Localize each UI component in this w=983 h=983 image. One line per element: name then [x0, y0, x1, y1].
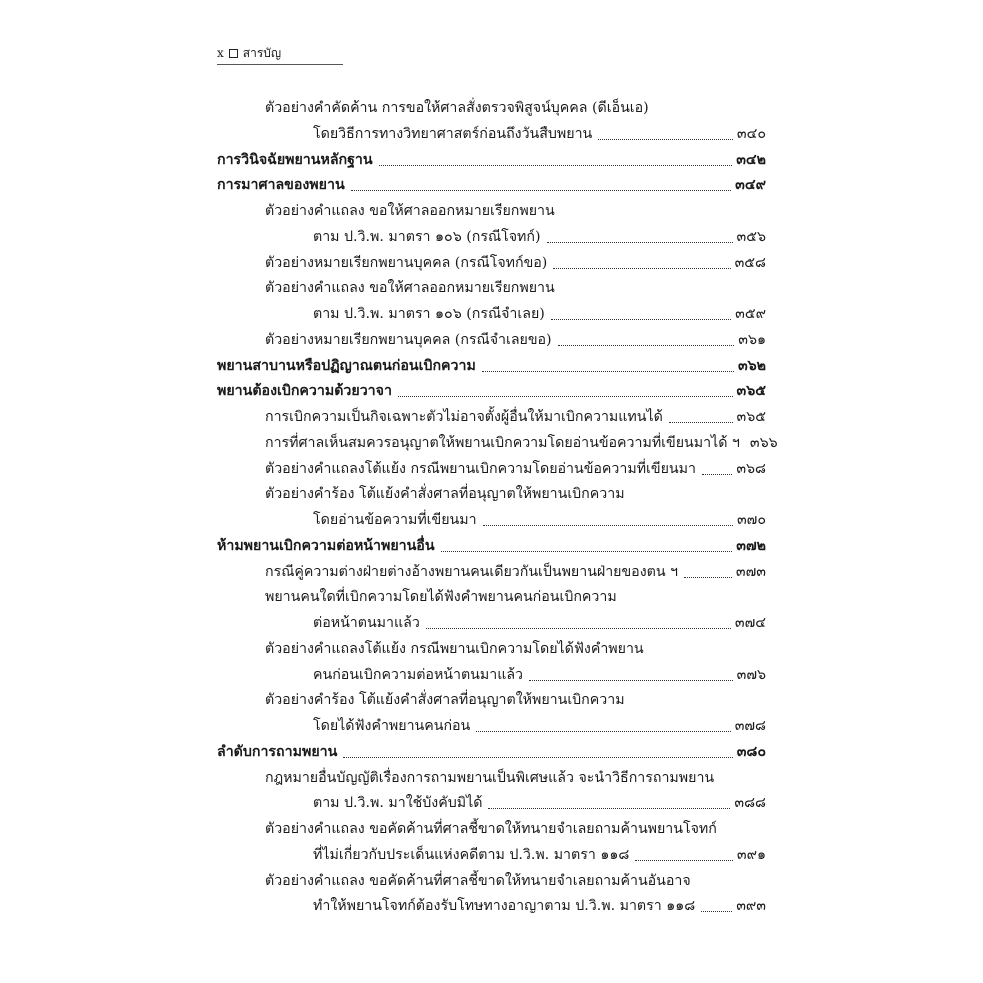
toc-entry: [265, 815, 766, 839]
toc-entry: [313, 223, 766, 247]
toc-entry: [265, 274, 766, 298]
toc-entry-title: ตัวอย่างหมายเรียกพยานบุคคล (กรณีโจทก์ขอ): [265, 254, 548, 271]
toc-entry-title: ตัวอย่างคำแถลง ขอคัดค้านที่ศาลชี้ขาดให้ทนายจำเลยถามค้านอันอาจ: [265, 872, 691, 889]
toc-entry-page: ๓๗๔: [734, 615, 766, 631]
toc-entry: [265, 867, 766, 891]
toc-entry-title: โดยอ่านข้อความที่เขียนมา: [313, 512, 477, 528]
toc-entry-page: ๓๗๒: [736, 537, 766, 554]
toc-entry: [313, 712, 766, 736]
toc-entry-page: ๓๕๘: [734, 254, 766, 271]
dot-leader: [483, 525, 733, 526]
toc-entry: [313, 789, 766, 813]
toc-entry-title: การวินิจฉัยพยานหลักฐาน: [217, 151, 373, 168]
toc-entry-page: ๓๘๘: [734, 795, 766, 812]
dot-leader: [553, 268, 730, 269]
toc-entry-title: ตัวอย่างคำแถลงโต้แย้ง กรณีพยานเบิกความโดยได้ฟังคำพยาน: [265, 640, 644, 657]
toc-entry-title: กรณีคู่ความต่างฝ่ายต่างอ้างพยานคนเดียวกันเป็นพยานฝ่ายของตน ฯ: [265, 563, 679, 580]
toc-entry: [265, 455, 766, 479]
toc-entry-title: ห้ามพยานเบิกความต่อหน้าพยานอื่น: [217, 537, 435, 554]
toc-entry-page: ๓๖๒: [737, 357, 766, 374]
toc-entry-title: ตาม ป.วิ.พ. มาตรา ๑๐๖ (กรณีจำเลย): [313, 306, 545, 322]
toc-entry: [217, 377, 766, 401]
toc-entry-page: ๓๗๘: [734, 718, 766, 734]
toc-entry-page: ๓๗๐: [736, 512, 766, 528]
toc-entry-title: ตัวอย่างคำแถลง ขอให้ศาลออกหมายเรียกพยาน: [265, 280, 555, 297]
toc-entry-page: ๓๖๕: [736, 383, 766, 400]
toc-entry-title: โดยได้ฟังคำพยานคนก่อน: [313, 718, 471, 734]
toc-entry-title: คนก่อนเบิกความต่อหน้าตนมาแล้ว: [313, 666, 524, 683]
dot-leader: [702, 474, 732, 475]
dot-leader: [547, 242, 733, 243]
toc-entry-title: พยานสาบานหรือปฏิญาณตนก่อนเบิกความ: [217, 357, 476, 374]
toc-entry: [313, 120, 766, 144]
toc-entry: [265, 558, 766, 582]
toc-entry: [217, 352, 766, 376]
toc-entry-page: ๓๔๙: [735, 177, 766, 194]
toc-entry-title: พยานต้องเบิกความด้วยวาจา: [217, 383, 392, 400]
toc-entry: [313, 841, 766, 865]
toc-entry: [217, 532, 766, 556]
dot-leader: [482, 371, 734, 372]
toc-entry: [265, 764, 766, 788]
toc-entry: [265, 429, 778, 453]
toc-entry: [217, 146, 766, 170]
dot-leader: [598, 139, 733, 140]
toc-entry-title: ทำให้พยานโจทก์ต้องรับโทษทางอาญาตาม ป.วิ.พ. มาตรา ๑๑๘: [313, 898, 696, 915]
toc-entry: [313, 300, 766, 324]
toc-entry-title: ตัวอย่างคำแถลงโต้แย้ง กรณีพยานเบิกความโดยอ่านข้อความที่เขียนมา: [265, 460, 696, 477]
toc-entry-page: ๓๖๘: [736, 460, 766, 477]
toc-entry: [313, 661, 766, 685]
toc-entry-page: ๓๕๖: [736, 228, 766, 245]
dot-leader: [551, 319, 731, 320]
toc-entry-page: ๓๙๑: [736, 846, 766, 863]
toc-entry-title: การที่ศาลเห็นสมควรอนุญาตให้พยานเบิกความโดยอ่านข้อความที่เขียนมาได้ ฯ: [265, 434, 740, 451]
toc-entry-title: ตัวอย่างคำร้อง โต้แย้งคำสั่งศาลที่อนุญาตให้พยานเบิกความ: [265, 692, 625, 709]
dot-leader: [351, 190, 732, 191]
toc-entry-title: ตัวอย่างคำร้อง โต้แย้งคำสั่งศาลที่อนุญาตให้พยานเบิกความ: [265, 486, 625, 503]
toc-entry-title: ตัวอย่างคำคัดค้าน การขอให้ศาลสั่งตรวจพิสูจน์บุคคล (ดีเอ็นเอ): [265, 100, 649, 116]
dot-leader: [669, 422, 733, 423]
toc-entry-title: ตัวอย่างคำแถลง ขอให้ศาลออกหมายเรียกพยาน: [265, 203, 555, 219]
toc-entry-page: ๓๕๙: [735, 306, 766, 322]
dot-leader: [426, 628, 731, 629]
toc-entry: [265, 249, 766, 273]
toc-entry: [313, 609, 766, 633]
dot-leader: [379, 165, 733, 166]
page-number-roman: x: [217, 46, 224, 60]
dot-leader: [529, 680, 733, 681]
dot-leader: [476, 731, 730, 732]
dot-leader: [488, 808, 730, 809]
dot-leader: [684, 577, 732, 578]
toc-entry-title: ตาม ป.วิ.พ. มาตรา ๑๐๖ (กรณีโจทก์): [313, 228, 541, 245]
toc-entry: [217, 171, 766, 195]
dot-leader: [398, 396, 733, 397]
toc-entry: [265, 403, 766, 427]
dot-leader: [635, 860, 733, 861]
toc-entry-page: ๓๔๒: [736, 151, 766, 168]
toc-entry-page: ๓๖๑: [738, 331, 766, 348]
toc-entry: [313, 506, 766, 530]
dot-leader: [343, 757, 732, 758]
toc-entry-page: ๓๙๓: [736, 898, 766, 915]
toc-entry: [265, 635, 766, 659]
toc-entry: [265, 94, 766, 118]
toc-entry-title: โดยวิธีการทางวิทยาศาสตร์ก่อนถึงวันสืบพยาน: [313, 125, 593, 142]
toc-entry-title: ต่อหน้าตนมาแล้ว: [313, 615, 420, 631]
toc-entry: [265, 326, 766, 350]
toc-entry-title: ตาม ป.วิ.พ. มาใช้บังคับมิได้: [313, 795, 483, 812]
toc-entry: [265, 480, 766, 504]
toc-entry-page: ๓๖๕: [736, 409, 766, 425]
toc-entry-title: พยานคนใดที่เบิกความโดยได้ฟังคำพยานคนก่อนเบิกความ: [265, 589, 617, 606]
dot-leader: [558, 345, 735, 346]
toc-entry-page: ๓๗๖: [736, 666, 766, 683]
toc-entry: [265, 686, 766, 710]
toc-entry-page: ๓๖๖: [749, 434, 778, 451]
toc-entry-page: ๓๔๐: [736, 125, 766, 142]
toc-entry: [313, 892, 766, 916]
toc-entry-title: ลำดับการถามพยาน: [217, 743, 338, 760]
section-title: สารบัญ: [242, 46, 282, 60]
toc-entry-title: กฎหมายอื่นบัญญัติเรื่องการถามพยานเป็นพิเศษแล้ว จะนำวิธีการถามพยาน: [265, 769, 715, 786]
dot-leader: [441, 551, 733, 552]
toc-entry-title: ตัวอย่างหมายเรียกพยานบุคคล (กรณีจำเลยขอ): [265, 331, 552, 348]
toc-entry: [265, 583, 766, 607]
dot-leader: [701, 911, 732, 912]
toc-entry-title: ตัวอย่างคำแถลง ขอคัดค้านที่ศาลชี้ขาดให้ทนายจำเลยถามค้านพยานโจทก์: [265, 821, 717, 837]
toc-entry: [265, 197, 766, 221]
toc-entry-page: ๓๘๐: [736, 743, 766, 760]
toc-entry-page: ๓๗๓: [735, 563, 766, 580]
toc-entry-title: การมาศาลของพยาน: [217, 177, 345, 194]
toc-entry-title: การเบิกความเป็นกิจเฉพาะตัวไม่อาจตั้งผู้อื่นให้มาเบิกความแทนได้: [265, 409, 663, 425]
toc-entry: [217, 738, 766, 762]
toc-entry-title: ที่ไม่เกี่ยวกับประเด็นแห่งคดีตาม ป.วิ.พ. มาตรา ๑๑๘: [313, 846, 630, 863]
